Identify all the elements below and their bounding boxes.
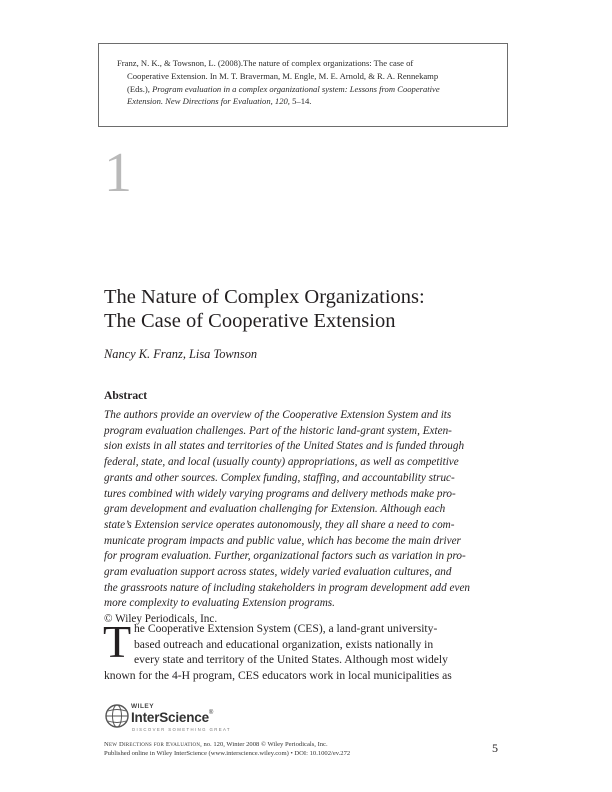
page-number: 5 <box>492 741 498 755</box>
body-line: every state and territory of the United States. Although most widely <box>134 653 448 666</box>
footer-journal: New Directions for Evaluation <box>104 741 201 748</box>
copyright-notice: © Wiley Periodicals, Inc. <box>104 613 218 626</box>
abstract-line: gram evaluation support across states, widely varied evaluation cultures, and <box>104 566 452 579</box>
footer <box>104 740 350 759</box>
abstract-heading: Abstract <box>104 389 148 402</box>
article-title <box>104 285 524 333</box>
footer-issue: , no. 120, Winter 2008 © Wiley Periodicals, Inc. <box>200 741 328 748</box>
chapter-number: 1 <box>104 142 132 204</box>
abstract-line: sion exists in all states and territories of the United States and is funded through <box>104 440 465 453</box>
logo-brand: WILEY <box>131 703 155 710</box>
citation-pages: 5–14. <box>289 96 312 107</box>
abstract-body <box>104 408 500 628</box>
body-line: known for the 4-H program, CES educators work in local municipalities as <box>104 668 452 682</box>
globe-icon <box>104 703 130 729</box>
abstract-line: for program evaluation. Further, organizational factors such as variation in pro- <box>104 550 466 563</box>
logo-product <box>131 710 213 725</box>
body-line: based outreach and educational organization, exists nationally in <box>134 637 434 651</box>
citation-journal: Extension. New Directions for Evaluation, 120, <box>127 96 290 107</box>
abstract-line: grants and other sources. Complex funding, staffing, and accountability struc- <box>104 471 455 484</box>
abstract-line: program evaluation challenges. Part of the historic land-grant system, Exten- <box>104 424 452 437</box>
abstract-line: federal, state, and local (usually county) appropriations, as well as competitive <box>104 456 459 469</box>
citation-text <box>117 57 507 108</box>
drop-cap: T <box>103 616 132 667</box>
abstract-line: tures combined with widely varying programs and delivery methods make pro- <box>104 487 456 500</box>
article-title-line-2: The Case of Cooperative Extension <box>104 310 396 332</box>
body-line: he Cooperative Extension System (CES), a land-grant university- <box>134 622 438 635</box>
abstract-last-line-text: more complexity to evaluating Extension programs. <box>104 597 335 610</box>
footer-published: Published online in Wiley InterScience (www.interscience.wiley.com) • DOI: 10.1002/ev.272 <box>104 750 351 758</box>
article-title-line-1: The Nature of Complex Organizations: <box>104 286 425 308</box>
registered-mark: ® <box>208 710 214 716</box>
abstract-line: gram development and evaluation challenging for Extension. Although each <box>104 503 446 516</box>
citation-book-title: Program evaluation in a complex organizational system: Lessons from Cooperative <box>152 83 440 94</box>
abstract-line: the grassroots nature of including stakeholders in program development add even <box>104 581 471 594</box>
citation-box <box>98 43 508 127</box>
citation-line-1: Franz, N. K., & Towsnon, L. (2008).The nature of complex organizations: The case of <box>117 58 414 68</box>
citation-line-3-prefix: (Eds.), <box>127 83 153 94</box>
abstract-line: municate program impacts and public value, which has become the main driver <box>104 534 461 547</box>
abstract-line: The authors provide an overview of the Cooperative Extension System and its <box>104 409 452 421</box>
abstract-line: state’s Extension service operates autonomously, they all share a need to com- <box>104 518 455 531</box>
logo-tagline: DISCOVER SOMETHING GREAT <box>132 727 231 732</box>
wiley-interscience-logo <box>104 703 254 735</box>
authors: Nancy K. Franz, Lisa Townson <box>104 347 258 361</box>
citation-line-2: Cooperative Extension. In M. T. Braverman, M. Engle, M. E. Arnold, & R. A. Rennekamp <box>127 70 439 81</box>
logo-product-name: InterScience <box>131 710 209 725</box>
